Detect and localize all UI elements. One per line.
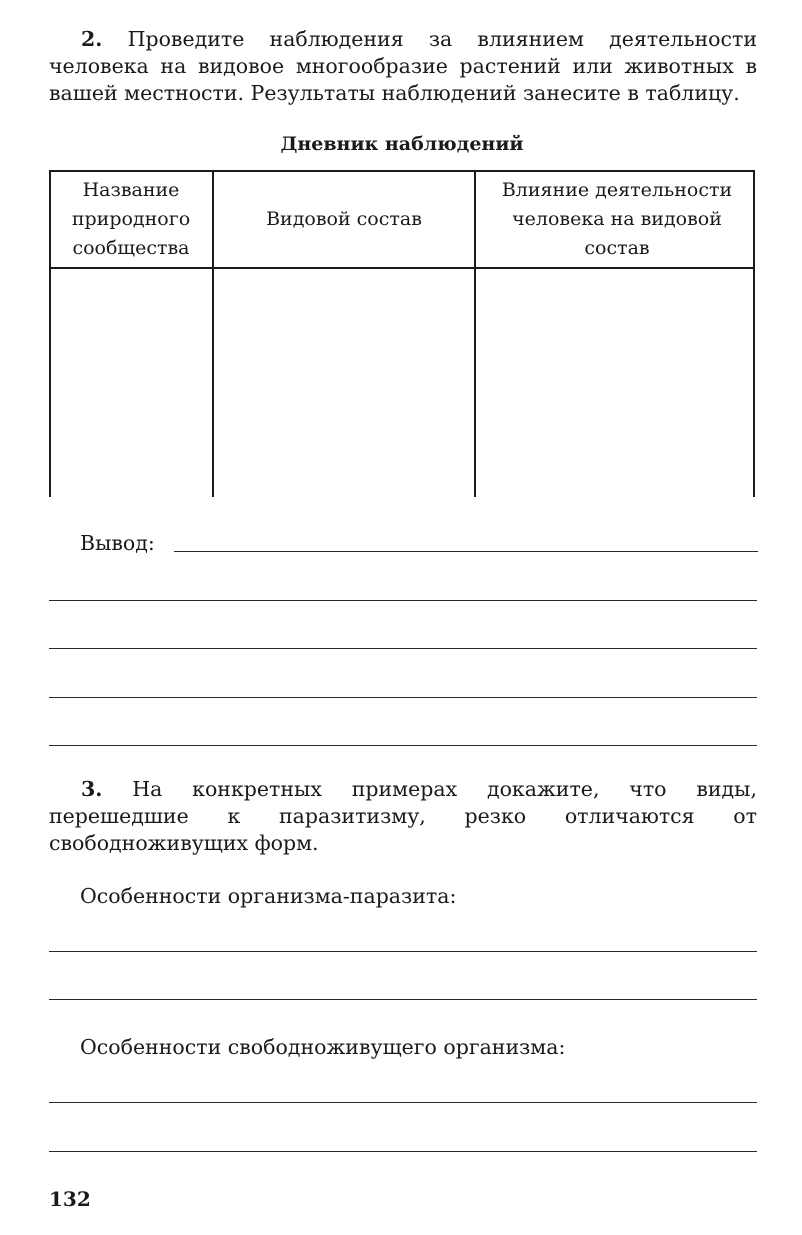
column-header-community: Название природного сообщества: [71, 178, 191, 259]
task-3-body: На конкретных примерах докажите, что виды, перешедшие к паразитизму, резко отличаются от свободноживущих форм.: [49, 777, 757, 855]
conclusion-line-4[interactable]: [49, 697, 757, 698]
task-2-text: [49, 26, 757, 107]
page-number: 132: [49, 1187, 91, 1211]
task-3-number: 3.: [81, 777, 103, 801]
table-cell-community[interactable]: [51, 269, 212, 497]
parasite-line-1[interactable]: [49, 951, 757, 952]
parasite-features-label: Особенности организма-паразита:: [80, 884, 457, 908]
conclusion-label: Вывод:: [80, 531, 155, 555]
diary-title: Дневник наблюдений: [280, 133, 524, 155]
conclusion-line-5[interactable]: [49, 745, 757, 746]
freeliving-line-1[interactable]: [49, 1102, 757, 1103]
column-header-human-impact: Влияние деятельности человека на видовой состав: [501, 178, 733, 259]
task-2-number: 2.: [81, 27, 103, 51]
table-cell-species[interactable]: [214, 269, 474, 497]
task-3-text: [49, 776, 757, 857]
conclusion-line-2[interactable]: [49, 600, 757, 601]
column-header-species: Видовой состав: [266, 207, 422, 230]
observation-diary-table: [49, 170, 755, 497]
table-cell-human-impact[interactable]: [476, 269, 753, 497]
task-2-body: Проведите наблюдения за влиянием деятельности человека на видовое многообразие растений или животных в вашей местности. Результаты наблюдений занесите в таблицу.: [49, 27, 757, 105]
conclusion-line-1[interactable]: [174, 551, 758, 552]
conclusion-line-3[interactable]: [49, 648, 757, 649]
parasite-line-2[interactable]: [49, 999, 757, 1000]
freeliving-features-label: Особенности свободноживущего организма:: [80, 1035, 566, 1059]
freeliving-line-2[interactable]: [49, 1151, 757, 1152]
